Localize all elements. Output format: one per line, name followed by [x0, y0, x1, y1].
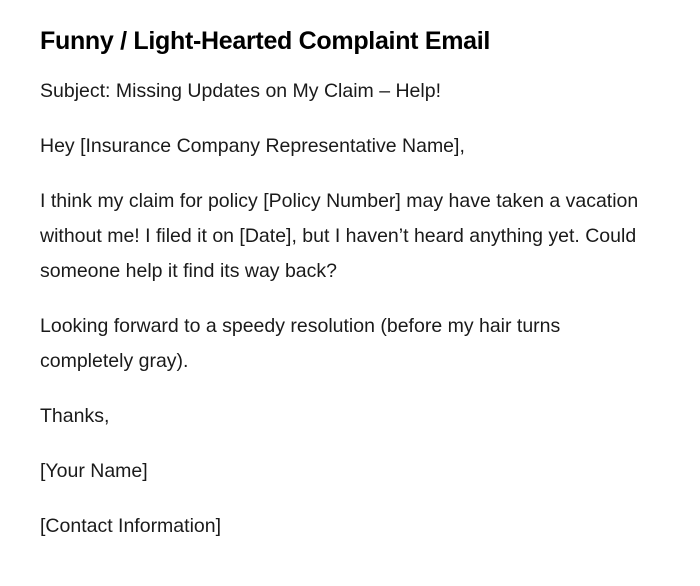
email-body-paragraph-2: Looking forward to a speedy resolution (before my hair turns completely gray). — [40, 315, 561, 372]
document-title: Funny / Light-Hearted Complaint Email — [40, 27, 491, 55]
email-body-paragraph-1: I think my claim for policy [Policy Number] may have taken a vacation without me! I filed it on [Date], but I haven’t heard anything yet. Could someone help it find its way back? — [40, 190, 639, 282]
email-subject: Subject: Missing Updates on My Claim – Help! — [40, 80, 441, 102]
email-closing: Thanks, — [40, 405, 110, 427]
email-template-document — [40, 24, 640, 564]
email-greeting: Hey [Insurance Company Representative Name], — [40, 135, 465, 157]
sender-name-placeholder: [Your Name] — [40, 460, 148, 482]
contact-info-placeholder: [Contact Information] — [40, 515, 222, 537]
